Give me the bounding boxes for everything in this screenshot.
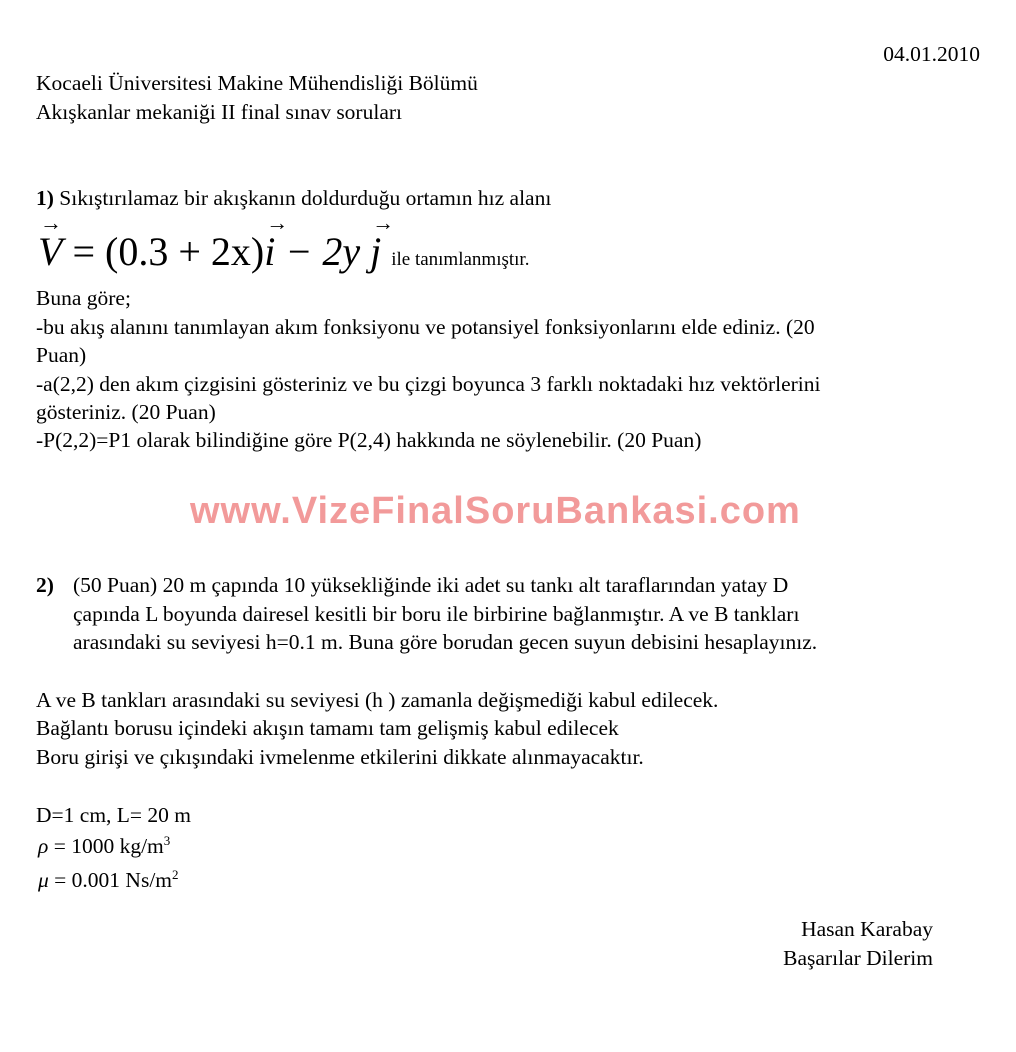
q1-intro-text: Sıkıştırılamaz bir akışkanın doldurduğu ortamın hız alanı bbox=[59, 186, 552, 210]
q1-item: gösteriniz. (20 Puan) bbox=[36, 400, 216, 424]
rho-value: = 1000 kg/m bbox=[53, 834, 164, 859]
q2-line: arasındaki su seviyesi h=0.1 m. Buna göre borudan gecen suyun debisini hesaplayınız. bbox=[73, 630, 818, 654]
velocity-formula bbox=[38, 229, 530, 274]
header-line1: Kocaeli Üniversitesi Makine Mühendisliği Bölümü bbox=[36, 71, 478, 95]
given-rho bbox=[38, 834, 170, 858]
q1-item: -bu akış alanını tanımlayan akım fonksiyonu ve potansiyel fonksiyonlarını elde ediniz. (20 bbox=[36, 315, 815, 339]
formula-j: → j bbox=[370, 232, 381, 272]
rho-exponent: 3 bbox=[163, 833, 171, 848]
q1-buna: Buna göre; bbox=[36, 286, 131, 310]
mu-value: = 0.001 Ns/m bbox=[54, 868, 173, 893]
given-mu bbox=[38, 868, 179, 892]
given-dl: D=1 cm, L= 20 m bbox=[36, 803, 192, 827]
date: 04.01.2010 bbox=[883, 42, 980, 66]
formula-suffix: ile tanımlanmıştır. bbox=[391, 249, 530, 270]
q1-item: Puan) bbox=[36, 343, 87, 367]
signature-name: Hasan Karabay bbox=[801, 917, 933, 941]
signature-wish: Başarılar Dilerim bbox=[783, 946, 933, 970]
q2-note: A ve B tankları arasındaki su seviyesi (h ) zamanla değişmediği kabul edilecek. bbox=[36, 688, 719, 712]
q2-line: (50 Puan) 20 m çapında 10 yüksekliğinde iki adet su tankı alt taraflarından yatay D bbox=[73, 573, 789, 597]
q2-number: 2) bbox=[36, 573, 54, 597]
formula-v: → V bbox=[38, 232, 62, 272]
formula-minus: − 2y bbox=[285, 229, 361, 274]
q2-note: Bağlantı borusu içindeki akışın tamamı tam gelişmiş kabul edilecek bbox=[36, 716, 619, 740]
mu-exponent: 2 bbox=[172, 867, 179, 882]
q1-number: 1) bbox=[36, 186, 54, 210]
formula-i: → i bbox=[264, 232, 275, 272]
formula-eq: = (0.3 + 2x) bbox=[72, 229, 265, 274]
q1-item: -a(2,2) den akım çizgisini gösteriniz ve bu çizgi boyunca 3 farklı noktadaki hız vektörlerini bbox=[36, 372, 821, 396]
rho-symbol: ρ bbox=[38, 834, 49, 859]
q2-line: çapında L boyunda dairesel kesitli bir boru ile birbirine bağlanmıştır. A ve B tankları bbox=[73, 602, 800, 626]
q1-intro bbox=[36, 188, 551, 210]
header-line2: Akışkanlar mekaniği II final sınav soruları bbox=[36, 100, 402, 124]
mu-symbol: μ bbox=[38, 868, 49, 893]
watermark: www.VizeFinalSoruBankasi.com bbox=[190, 490, 801, 532]
q1-item: -P(2,2)=P1 olarak bilindiğine göre P(2,4) hakkında ne söylenebilir. (20 Puan) bbox=[36, 428, 702, 452]
q2-note: Boru girişi ve çıkışındaki ivmelenme etkilerini dikkate alınmayacaktır. bbox=[36, 745, 644, 769]
